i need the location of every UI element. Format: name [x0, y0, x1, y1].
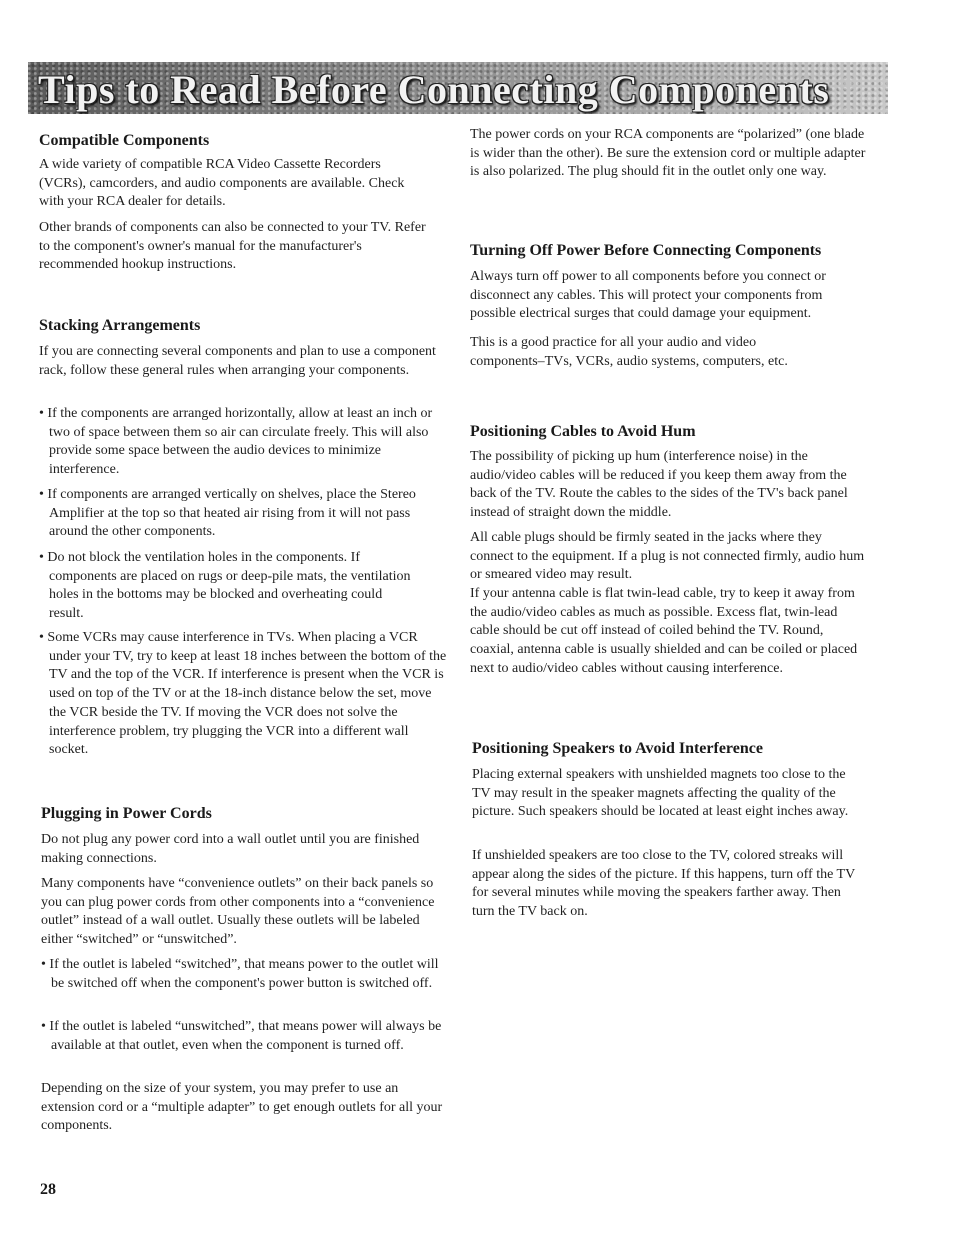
plugging-paragraph-3: Depending on the size of your system, you may prefer to use an extension cord or a “multiple adapter” to get enough outlets for all your components.	[41, 1081, 443, 1134]
heading-positioning-cables: Positioning Cables to Avoid Hum	[470, 423, 696, 440]
stacking-bullet-3: • Do not block the ventilation holes in the components. If components are placed on rugs or deep-pile mats, the ventilation holes in the bottoms may be blocked and overheating could result.	[39, 550, 411, 622]
plugging-paragraph-2: Many components have “convenience outlets” on their back panels so you can plug power cords from other components into a “convenience outlet” instead of a wall outlet. Usually these outlets will be labeled either “switched” or “unswitched”.	[41, 876, 435, 948]
turning-off-paragraph-1: Always turn off power to all components before you connect or disconnect any cables. This will protect your components from possible electrical surges that could damage your equipment.	[470, 269, 826, 322]
plugging-bullet-2: • If the outlet is labeled “unswitched”, that means power will always be available at that outlet, even when the component is turned off.	[41, 1019, 442, 1053]
page-number: 28	[40, 1181, 56, 1198]
polarized-paragraph: The power cords on your RCA components are “polarized” (one blade is wider than the other). Be sure the extension cord or multiple adapter is also polarized. The plug should fit in the outlet only one way.	[470, 127, 866, 180]
hum-paragraph-1: The possibility of picking up hum (interference noise) in the audio/video cables will be reduced if you keep them away from the back of the TV. Route the cables to the sides of the TV's back panel instead of straight down the middle.	[470, 449, 848, 521]
compatible-paragraph-1: A wide variety of compatible RCA Video Cassette Recorders (VCRs), camcorders, and audio components are available. Check with your RCA dealer for details.	[39, 157, 405, 210]
heading-compatible-components: Compatible Components	[39, 132, 210, 149]
stacking-bullet-1: • If the components are arranged horizontally, allow at least an inch or two of space between them so air can circulate freely. This will also provide some space between the audio devices to minimize interference.	[39, 406, 433, 478]
hum-paragraph-3: If your antenna cable is flat twin-lead cable, try to keep it away from the audio/video cables as much as possible. Excess flat, twin-lead cable should be cut off instead of coiled behind the TV. Round, coaxial, antenna cable is usually shielded and can be coiled or placed next to audio/video cables without causing interference.	[470, 586, 858, 676]
turning-off-paragraph-2: This is a good practice for all your audio and video components–TVs, VCRs, audio systems, computers, etc.	[470, 335, 788, 369]
hum-paragraph-2: All cable plugs should be firmly seated in the jacks where they connect to the equipment. If a plug is not connected firmly, audio hum or smeared video may result.	[470, 530, 865, 583]
speakers-paragraph-2: If unshielded speakers are too close to the TV, colored streaks will appear along the sides of the picture. If this happens, turn off the TV for several minutes while moving the speakers farther away. Then turn the TV back on.	[472, 848, 855, 920]
heading-plugging-power-cords: Plugging in Power Cords	[41, 805, 212, 822]
page-banner	[28, 62, 888, 114]
speakers-paragraph-1: Placing external speakers with unshielded magnets too close to the TV may result in the speaker magnets affecting the quality of the picture. Such speakers should be located at least eight inches away.	[472, 767, 849, 820]
heading-positioning-speakers: Positioning Speakers to Avoid Interference	[472, 740, 763, 757]
stacking-bullet-4: • Some VCRs may cause interference in TVs. When placing a VCR under your TV, try to keep at least 18 inches between the bottom of the TV and the top of the VCR. If interference is present when the VCR is used on top of the TV or at the 18-inch distance below the set, move the VCR beside the TV. If moving the VCR does not solve the interference problem, try plugging the VCR into a different wall socket.	[39, 630, 447, 758]
heading-turning-off-power: Turning Off Power Before Connecting Components	[470, 242, 822, 259]
compatible-paragraph-2: Other brands of components can also be connected to your TV. Refer to the component's owner's manual for the manufacturer's recommended hookup instructions.	[39, 220, 426, 273]
heading-stacking-arrangements: Stacking Arrangements	[39, 317, 201, 334]
stacking-paragraph-1: If you are connecting several components and plan to use a component rack, follow these general rules when arranging your components.	[39, 344, 436, 378]
stacking-bullet-2: • If components are arranged vertically on shelves, place the Stereo Amplifier at the top so that heated air rising from it will not pass around the other components.	[39, 487, 416, 540]
banner-title: Tips to Read Before Connecting Components	[38, 67, 830, 112]
plugging-bullet-1: • If the outlet is labeled “switched”, that means power to the outlet will be switched off when the component's power button is switched off.	[41, 957, 439, 991]
plugging-paragraph-1: Do not plug any power cord into a wall outlet until you are finished making connections.	[41, 832, 420, 866]
